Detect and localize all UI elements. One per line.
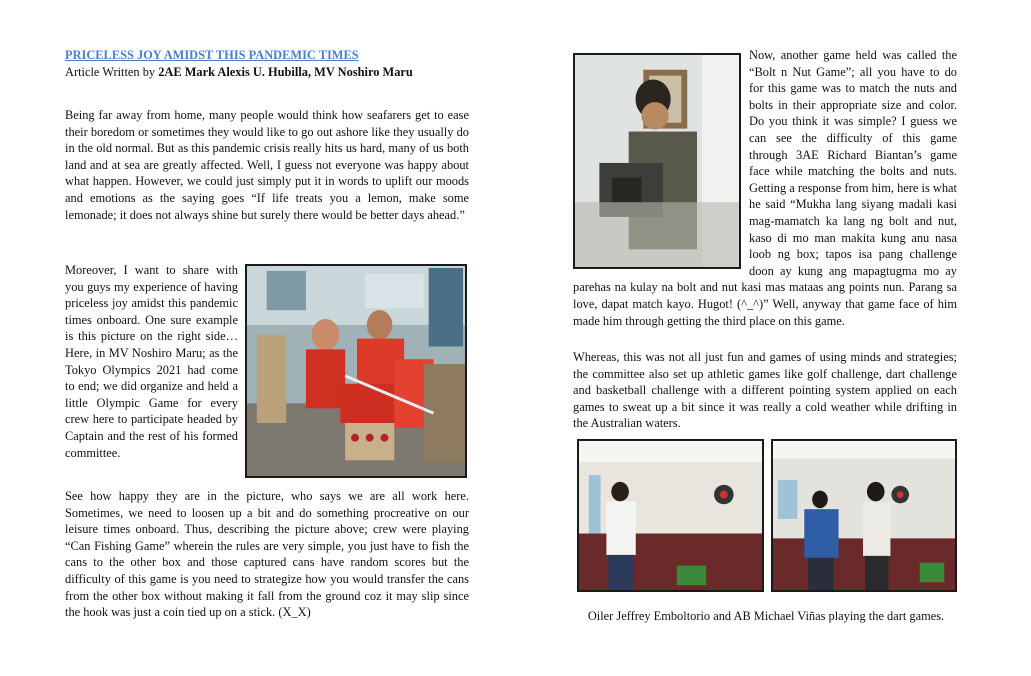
byline-author: 2AE Mark Alexis U. Hubilla, MV Noshiro Maru [158, 65, 413, 79]
article-title: PRICELESS JOY AMIDST THIS PANDEMIC TIMES [65, 48, 359, 62]
left-paragraph-1: Being far away from home, many people would think how seafarers get to ease their boredom or sometimes they would like to go out ashore like they usually do in the old normal. But as this pandemic crisis really hits us hard, many of us both land and at sea are greatly affected. Well, I guess not everyone was happy about what happen. However, we could just simply put it in words to uplift our moods and emotions as the saying goes “If life treats you a lemon, make some lemonade; it does not always shine but surely there would be better days ahead.” [65, 108, 469, 222]
dart-photos-caption: Oiler Jeffrey Emboltorio and AB Michael Viñas playing the dart games. [587, 609, 945, 623]
byline [65, 65, 413, 80]
left-paragraph-2: Moreover, I want to share with you guys my experience of having priceless joy amidst this pandemic times onboard. One sure example is this picture on the right side… Here, in MV Noshiro Maru; as the Tokyo Olympics 2021 had come to end; we did organize and held a little Olympic Game for every crew here to participate headed by Captain and the rest of his formed committee. [65, 263, 238, 460]
byline-prefix: Article Written by [65, 65, 159, 79]
dart-game-photo-left [577, 439, 764, 592]
right-paragraph-1: Now, another game held was called the “Bolt n Nut Game”; all you have to do for this game was to match the nuts and bolts in their appropriate size and color. Do you think it was simple? I guess we can see the difficulty of this game through 3AE Richard Biantan’s game face while matching the bolts and nuts. Getting a response from him, here is what he said “Mukha lang siyang madali kasi mag-mamatch ka lang ng bolt and nut, kaso di mo man makita kung anu nasa loob ng box; tapos isa pang challenge doon ay kung ang mapagtugma mo ay parehas na kulay na bolt and nut kasi mas mataas ang points nun. Parang sa love, dapat match kayo. Hugot! (^_^)” Well, anyway that game face of him made him through getting the third place on this game. [573, 48, 957, 328]
wrap-spacer [573, 47, 749, 272]
right-paragraph-2: Whereas, this was not all just fun and games of using minds and strategies; the committee also set up athletic games like golf challenge, dart challenge and basketball challenge with a different pointing system applied on each games to sweat up a bit since it was really a cold weather while drifting in the Australian waters. [573, 350, 957, 431]
dart-game-photo-right [771, 439, 957, 592]
left-paragraph-3: See how happy they are in the picture, who says we are all work here. Sometimes, we need to loosen up a bit and do something procreative on our leisure times onboard. Thus, describing the picture above; crew were playing “Can Fishing Game” wherein the rules are very simple, you just have to fish the cans to the other box and those captured cans have random scores but the difficulty of this game is you need to strategize how you would transfer the cans from the other box without making it fall from the ground coz it may slip since the hook was just a coin tied up on a stick. (X_X) [65, 489, 469, 620]
can-fishing-photo [245, 264, 467, 478]
